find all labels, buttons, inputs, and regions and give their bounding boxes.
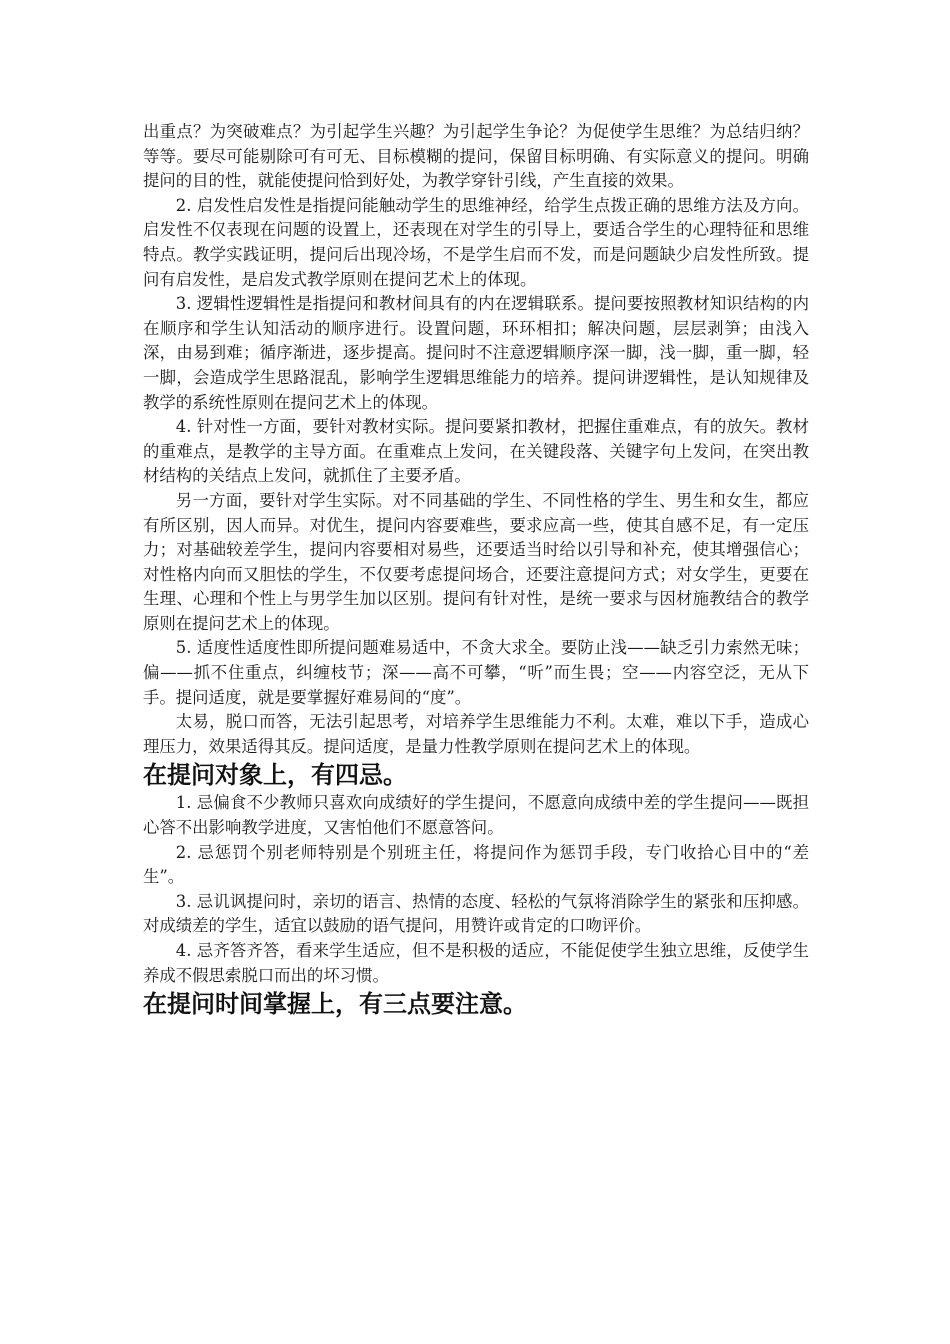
paragraph-logic: 3. 逻辑性逻辑性是指提问和教材间具有的内在逻辑联系。提问要按照教材知识结构的内在顺序和学生认知活动的顺序进行。设置问题，环环相扣；解决问题，层层剥笋；由浅入深，由易到难；循序渐进，逐步提高。提问时不注意逻辑顺序深一脚，浅一脚，重一脚，轻一脚，会造成学生思路混乱，影响学生逻辑思维能力的培养。提问讲逻辑性，是认知规律及教学的系统性原则在提问艺术上的体现。 (143, 294, 809, 412)
paragraph-purpose-continued: 出重点？为突破难点？为引起学生兴趣？为引起学生争论？为促使学生思维？为总结归纳？等等。要尽可能剔除可有可无、目标模糊的提问，保留目标明确、有实际意义的提问。明确提问的目的性，就能使提问恰到好处，为教学穿针引线，产生直接的效果。 (143, 122, 809, 191)
paragraph-moderation: 5. 适度性适度性即所提问题难易适中，不贪大求全。要防止浅——缺乏引力索然无味；偏——抓不住重点，纠缠枝节；深——高不可攀，“听”而生畏；空——内容空泛，无从下手。提问适度，就是要掌握好难易间的“度”。 (143, 638, 809, 707)
heading-timing: 在提问时间掌握上，有三点要注意。 (143, 990, 527, 1019)
paragraph-moderation-detail: 太易，脱口而答，无法引起思考，对培养学生思维能力不利。太难，难以下手，造成心理压力，效果适得其反。提问适度，是量力性教学原则在提问艺术上的体现。 (143, 712, 809, 756)
document-body (143, 120, 809, 1020)
paragraph-taboo-chorus: 4. 忌齐答齐答，看来学生适应，但不是积极的适应，不能促使学生独立思维，反使学生养成不假思索脱口而出的坏习惯。 (143, 941, 809, 985)
heading-four-taboos: 在提问对象上，有四忌。 (143, 761, 407, 790)
paragraph-heuristic: 2. 启发性启发性是指提问能触动学生的思维神经，给学生点拨正确的思维方法及方向。启发性不仅表现在问题的设置上，还表现在对学生的引导上，要适合学生的心理特征和思维特点。教学实践证明，提问后出现冷场，不是学生启而不发，而是问题缺少启发性所致。提问有启发性，是启发式教学原则在提问艺术上的体现。 (143, 195, 809, 289)
paragraph-pertinence-student: 另一方面，要针对学生实际。对不同基础的学生、不同性格的学生、男生和女生，都应有所区别，因人而异。对优生，提问内容要难些，要求应高一些，使其自感不足，有一定压力；对基础较差学生，提问内容要相对易些，还要适当时给以引导和补充，使其增强信心；对性格内向而又胆怯的学生，不仅要考虑提问场合，还要注意提问方式；对女学生，更要在生理、心理和个性上与男学生加以区别。提问有针对性，是统一要求与因材施教结合的教学原则在提问艺术上的体现。 (143, 490, 809, 633)
paragraph-pertinence-material: 4. 针对性一方面，要针对教材实际。提问要紧扣教材，把握住重难点，有的放矢。教材的重难点，是教学的主导方面。在重难点上发问，在关键段落、关键字句上发问，在突出教材结构的关结点上发问，就抓住了主要矛盾。 (143, 417, 809, 486)
paragraph-taboo-partiality: 1. 忌偏食不少教师只喜欢向成绩好的学生提问，不愿意向成绩中差的学生提问——既担心答不出影响教学进度，又害怕他们不愿意答问。 (143, 793, 809, 838)
paragraph-taboo-sarcasm: 3. 忌讥讽提问时，亲切的语言、热情的态度、轻松的气氛将消除学生的紧张和压抑感。对成绩差的学生，适宜以鼓励的语气提问，用赞许或肯定的口吻评价。 (143, 891, 809, 936)
paragraph-taboo-punishment: 2. 忌惩罚个别老师特别是个别班主任，将提问作为惩罚手段，专门收拾心目中的“差生”。 (143, 842, 809, 887)
